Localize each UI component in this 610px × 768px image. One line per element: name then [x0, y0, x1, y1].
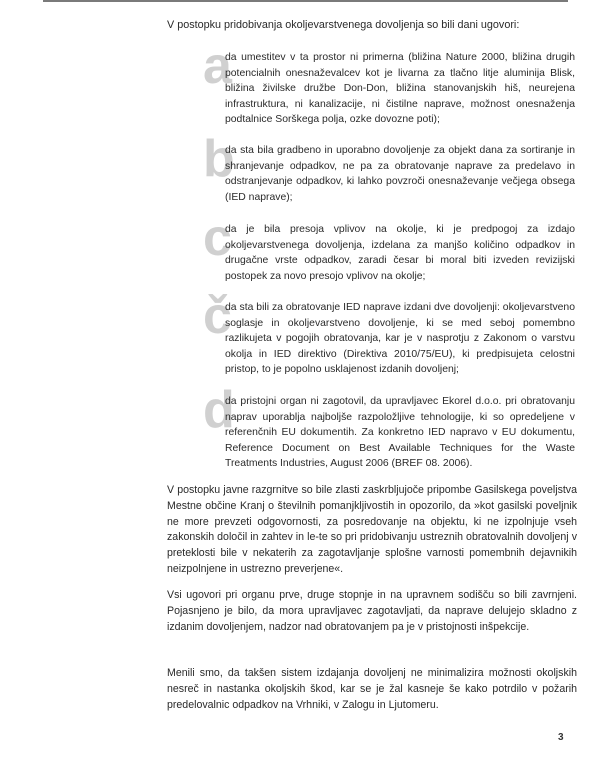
dropcap-d: d — [203, 381, 235, 439]
list-item-text: da umestitev v ta prostor ni primerna (bližina Nature 2000, bližina drugih potencialnih onesnaževalcev kot je livarna za tlačno litje aluminija Blisk, bližina živilske družbe Don-Don, bližina stanovanjskih hiš, neurejena infrastruktura, ni kanalizacije, ni čistilne naprave, možnost onesnaženja podtalnice Sorškega polja, ozke dovozne poti); — [225, 52, 575, 126]
list-item-c-caron — [203, 287, 575, 378]
top-rule — [43, 0, 568, 2]
list-item-a — [203, 37, 575, 128]
list-item-text: da sta bili za obratovanje IED naprave izdani dve dovoljenji: okoljevarstveno soglasje in okoljevarstveno dovoljenje, ki se med seboj pomembno razlikujeta v pogojih obratovanja, kar je v nasprotju z Zakonom o varstvu okolja in IED direktivo (Direktiva 2010/75/EU), ki predpisujeta celostni pristop, to je popolno usklajenost izdanih dovoljenj; — [225, 302, 575, 376]
list-item-text: da pristojni organ ni zagotovil, da upravljavec Ekorel d.o.o. pri obratovanju naprav uporablja najboljše razpoložljive tehnologije, ki so opredeljene v referenčnih EU dokumentih. Za konkretno IED napravo v EU dokumentu, Reference Document on Best Available Techniques for the Waste Treatments Industries, August 2006 (BREF 08. 2006). — [225, 396, 575, 470]
list-item-c — [203, 209, 575, 284]
paragraph-objections-rejected: Vsi ugovori pri organu prve, druge stopnje in na upravnem sodišču so bili zavrnjeni. Pojasnjeno je bilo, da mora upravljavec zagotavljati, da naprave delujejo skladno z izdanim dovoljenjem, nadzor nad obratovanjem pa je v pristojnosti inšpekcije. — [167, 589, 577, 633]
list-item-d — [203, 381, 575, 472]
dropcap-a: a — [203, 37, 232, 95]
dropcap-c: c — [203, 209, 232, 267]
dropcap-b: b — [203, 130, 235, 188]
intro-text: V postopku pridobivanja okoljevarstvenega dovoljenja so bili dani ugovori: — [167, 19, 520, 31]
list-item-b — [203, 130, 575, 205]
paragraph-conclusion: Menili smo, da takšen sistem izdajanja dovoljenj ne minimalizira možnosti okoljskih nesreč in nastanka okoljskih škod, kar se je žal kasneje še kako potrdilo v požarih predelovalnic odpadkov na Vrhniki, v Zalogu in Ljutomeru. — [167, 667, 577, 711]
list-item-text: da je bila presoja vplivov na okolje, ki je predpogoj za izdajo okoljevarstvenega dovoljenja, izdelana za manjšo količino odpadkov in drugačne vrste odpadkov, zaradi česar bi moral biti izveden revizijski postopek za novo presojo vplivov na okolje; — [225, 224, 575, 282]
list-item-text: da sta bila gradbeno in uporabno dovoljenje za objekt dana za sortiranje in shranjevanje odpadkov, ne pa za obratovanje naprave za predelavo in odstranjevanje odpadkov, ki lahko povzroči onesnaževanje večjega obsega (IED naprave); — [225, 145, 575, 203]
dropcap-c-caron: č — [203, 287, 232, 345]
page-number: 3 — [558, 732, 564, 743]
paragraph-public-review: V postopku javne razgrnitve so bile zlasti zaskrbljujoče pripombe Gasilskega poveljstva Mestne občine Kranj o številnih pomanjkljivostih in opozorilo, da »kot gasilski poveljnik ne more prevzeti odgovornosti, za posredovanje na objektu, ki ne izpolnjuje vseh zakonskih določil in zahtev in le-te so pri pridobivanju ustreznih obratovalnih dovoljenj v preteklosti bile v nekaterih za zagotavljanje splošne varnosti pomembnih dejavnikih neizpolnjene in ustrezno preverjene«. — [167, 484, 577, 575]
